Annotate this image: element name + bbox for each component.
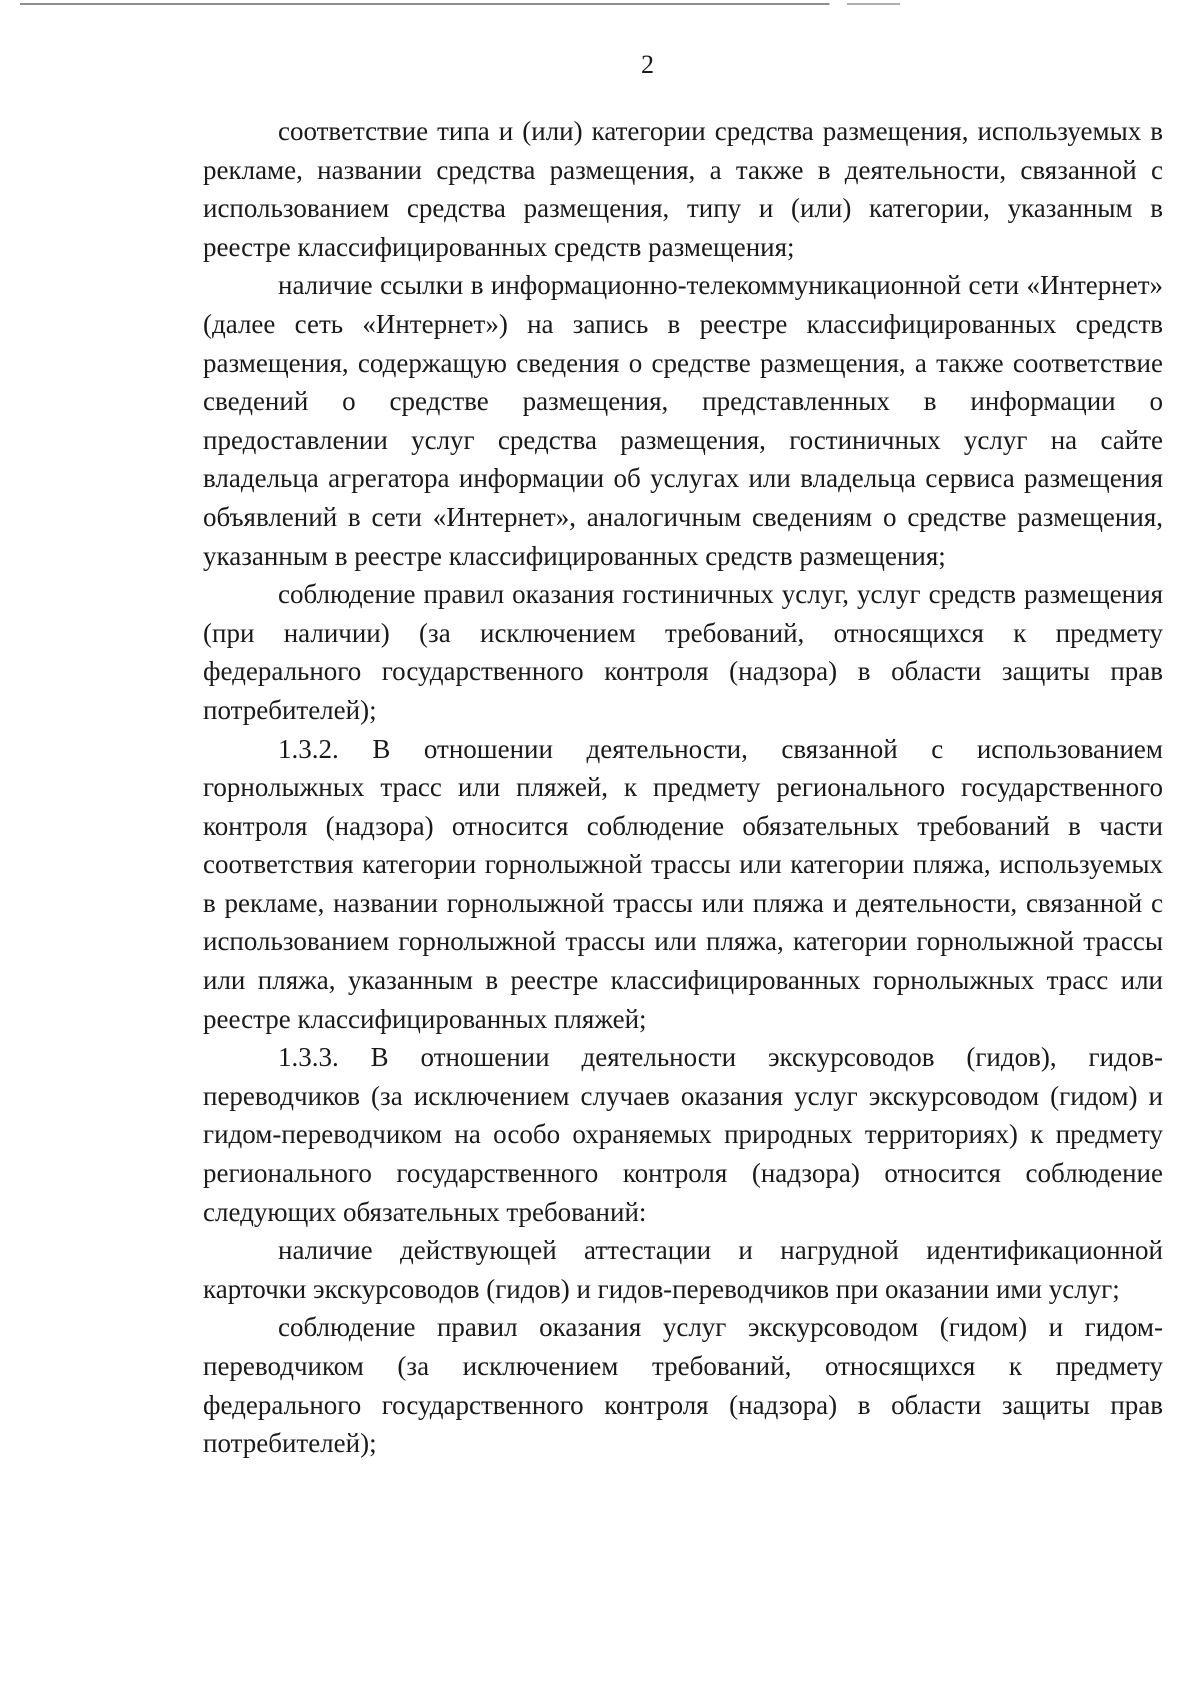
scan-artifact-line [20, 3, 900, 5]
paragraph-guide-services-rules: соблюдение правил оказания услуг экскурсоводом (гидом) и гидом-переводчиком (за исключением требований, относящихся к предмету федерального государственного контроля (надзора) в области защиты прав потребителей); [203, 1312, 1163, 1459]
paragraph-internet-link: наличие ссылки в информационно-телекоммуникационной сети «Интернет» (далее сеть «Интернет») на запись в реестре классифицированных средств размещения, содержащую сведения о средстве размещения, а также соответствие сведений о средстве размещения, представленных в информации о предоставлении услуг средства размещения, гостиничных услуг на сайте владельца агрегатора информации об услугах или владельца сервиса размещения объявлений в сети «Интернет», аналогичным сведениям о средстве размещения, указанным в реестре классифицированных средств размещения; [203, 270, 1163, 571]
paragraph-1-3-2-ski-beach: 1.3.2. В отношении деятельности, связанной с использованием горнолыжных трасс или пляжей, к предмету регионального государственного контроля (надзора) относится соблюдение обязательных требований в части соответствия категории горнолыжной трассы или категории пляжа, используемых в рекламе, названии горнолыжной трассы или пляжа и деятельности, связанной с использованием горнолыжной трассы или пляжа, категории горнолыжной трассы или пляжа, указанным в реестре классифицированных горнолыжных трасс или реестре классифицированных пляжей; [203, 733, 1163, 1034]
document-body [203, 112, 1163, 1463]
paragraph-1-3-3-guides: 1.3.3. В отношении деятельности экскурсоводов (гидов), гидов-переводчиков (за исключением случаев оказания услуг экскурсоводом (гидом) и гидом-переводчиком на особо охраняемых природных территориях) к предмету регионального государственного контроля (надзора) относится соблюдение следующих обязательных требований: [203, 1042, 1163, 1227]
paragraph-guide-attestation: наличие действующей аттестации и нагрудной идентификационной карточки экскурсоводов (гидов) и гидов-переводчиков при оказании ими услуг; [203, 1235, 1163, 1304]
page-number: 2 [641, 50, 654, 79]
paragraph-hotel-services-rules: соблюдение правил оказания гостиничных услуг, услуг средств размещения (при наличии) (за исключением требований, относящихся к предмету федерального государственного контроля (надзора) в области защиты прав потребителей); [203, 579, 1163, 725]
paragraph-accommodation-category: соответствие типа и (или) категории средства размещения, используемых в рекламе, названии средства размещения, а также в деятельности, связанной с использованием средства размещения, типу и (или) категории, указанным в реестре классифицированных средств размещения; [203, 116, 1163, 262]
